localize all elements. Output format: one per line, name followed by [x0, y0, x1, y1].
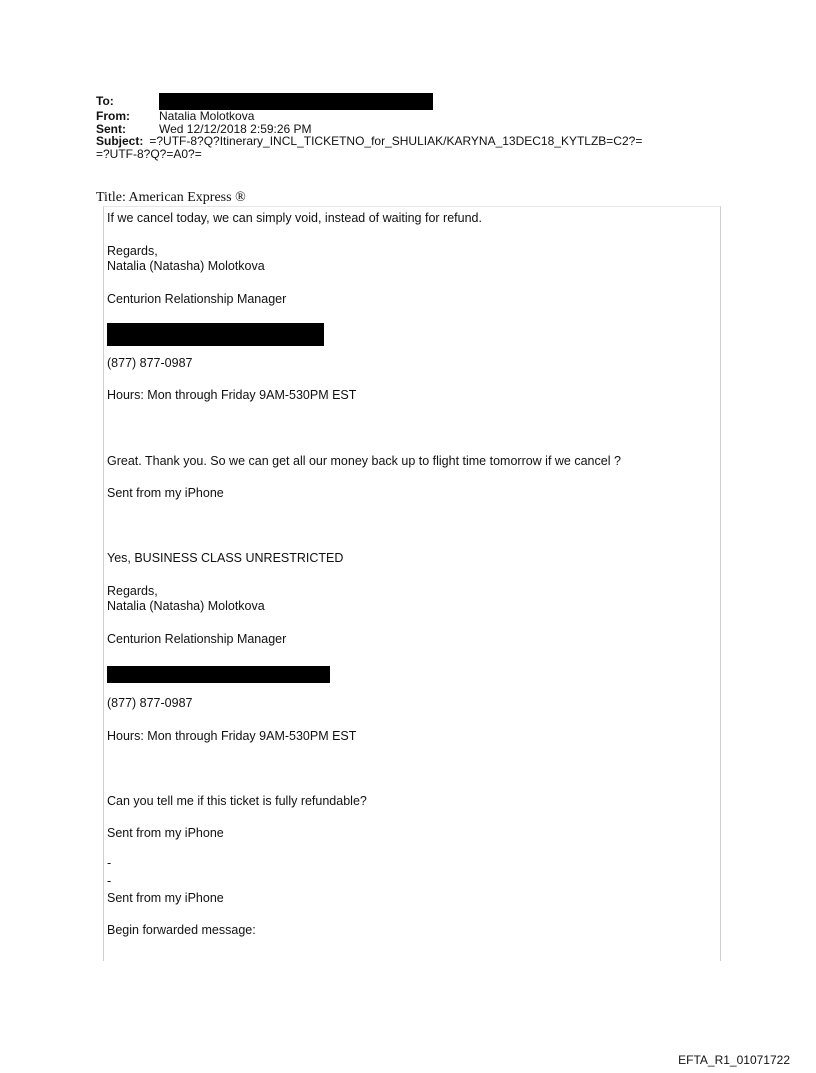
document-id: EFTA_R1_01071722 [678, 1053, 790, 1067]
body-text: (877) 877-0987 [107, 356, 193, 370]
redaction-bar [107, 666, 330, 683]
subject-value: =?UTF-8?Q?Itinerary_INCL_TICKETNO_for_SHULIAK/KARYNA_13DEC18_KYTLZB=C2?= [149, 134, 643, 148]
redaction-bar [107, 323, 324, 346]
body-text: Centurion Relationship Manager [107, 632, 287, 646]
body-text: - [107, 856, 112, 870]
body-text: Regards, [107, 244, 158, 258]
body-text: Hours: Mon through Friday 9AM-530PM EST [107, 388, 357, 402]
body-text: Yes, BUSINESS CLASS UNRESTRICTED [107, 551, 344, 565]
body-text: - [107, 874, 112, 888]
sent-label: Sent: [96, 121, 126, 136]
body-text: Natalia (Natasha) Molotkova [107, 599, 265, 613]
body-text: If we cancel today, we can simply void, instead of waiting for refund. [107, 211, 482, 225]
body-text: Natalia (Natasha) Molotkova [107, 259, 265, 273]
subject-label: Subject: [96, 134, 144, 148]
page-title: Title: American Express ® [96, 190, 246, 205]
subject-value-continued: =?UTF-8?Q?=A0?= [96, 146, 202, 161]
message-frame [103, 206, 721, 961]
sent-value: Wed 12/12/2018 2:59:26 PM [159, 121, 312, 136]
body-text: Begin forwarded message: [107, 923, 256, 937]
body-text: Sent from my iPhone [107, 891, 224, 905]
body-text: Sent from my iPhone [107, 826, 224, 840]
body-text: Can you tell me if this ticket is fully refundable? [107, 794, 367, 808]
body-text: Great. Thank you. So we can get all our money back up to flight time tomorrow if we cancel ? [107, 454, 621, 468]
to-label: To: [96, 94, 114, 108]
body-text: Hours: Mon through Friday 9AM-530PM EST [107, 729, 357, 743]
from-label: From: [96, 109, 130, 123]
body-text: Centurion Relationship Manager [107, 292, 287, 306]
body-text: Sent from my iPhone [107, 486, 224, 500]
body-text: (877) 877-0987 [107, 696, 193, 710]
redaction-bar [159, 93, 433, 110]
email-header [96, 95, 736, 160]
body-text: Regards, [107, 584, 158, 598]
from-value: Natalia Molotkova [159, 109, 255, 123]
